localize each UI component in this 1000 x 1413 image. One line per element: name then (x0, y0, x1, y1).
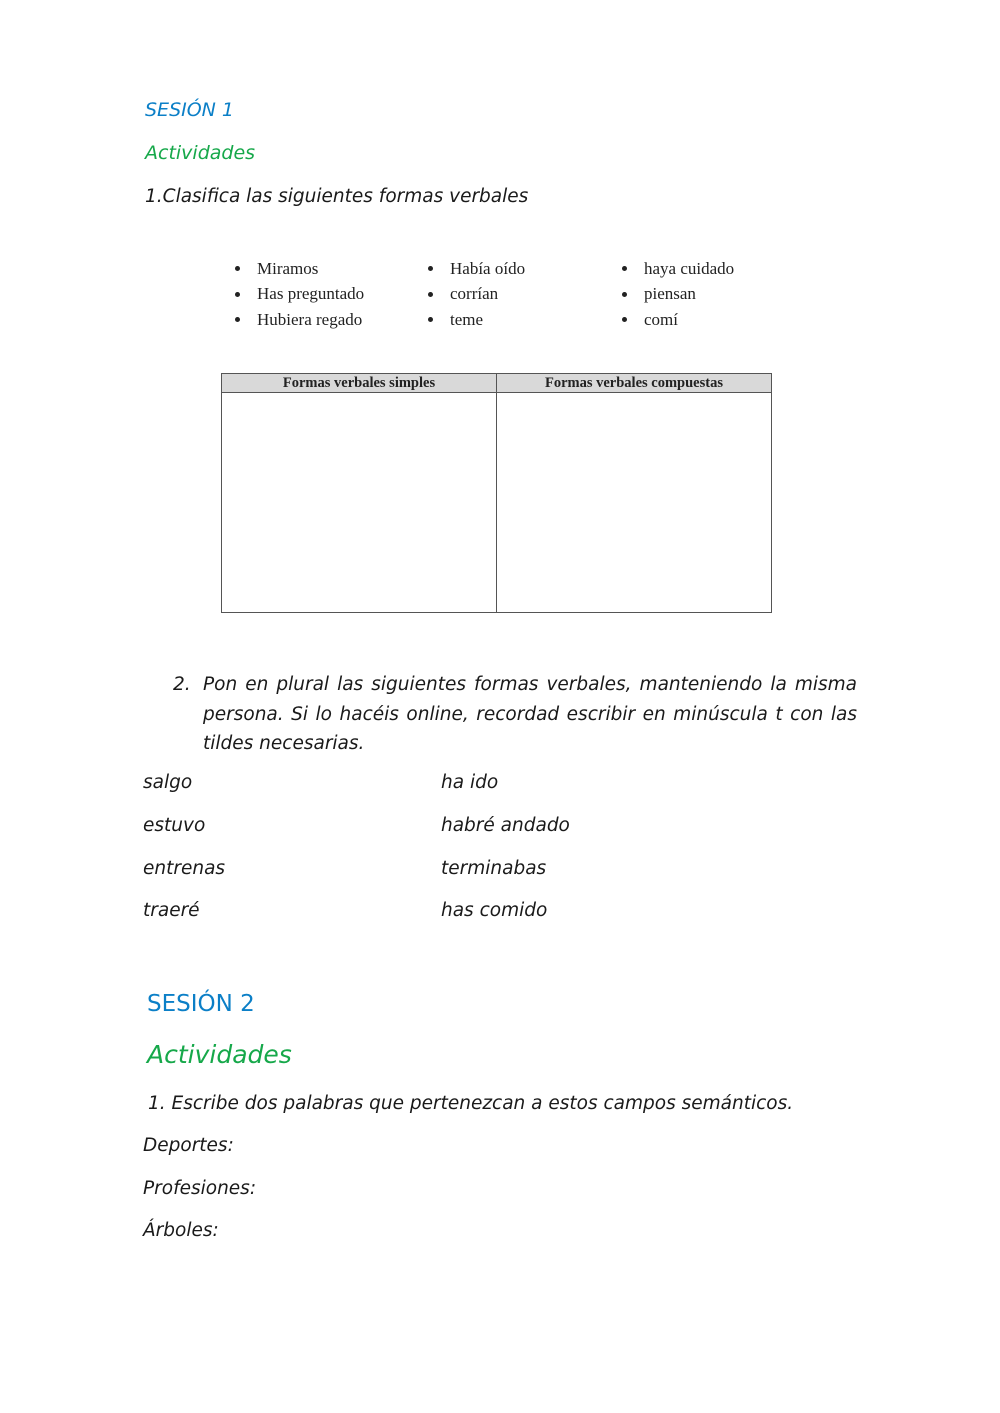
bullet-icon (235, 292, 240, 297)
field-profesiones: Profesiones: (143, 1178, 257, 1199)
word-column-2 (428, 256, 525, 333)
bullet-icon (428, 266, 433, 271)
word-has-comido: has comido (441, 900, 548, 921)
word-column-1 (235, 256, 364, 333)
field-arboles: Árboles: (143, 1220, 219, 1241)
word-item: Había oído (428, 256, 525, 282)
word-salgo: salgo (143, 772, 193, 793)
word-item: haya cuidado (622, 256, 734, 282)
word-item: comí (622, 307, 734, 333)
exercise2-prompt: Pon en plural las siguientes formas verbales, manteniendo la misma persona. Si lo hacéis online, recordad escribir en minúscula t con las tildes necesarias. (203, 674, 857, 754)
field-deportes: Deportes: (143, 1135, 234, 1156)
word-ha-ido: ha ido (441, 772, 499, 793)
bullet-icon (235, 317, 240, 322)
bullet-icon (235, 266, 240, 271)
table-header-compound: Formas verbales compuestas (497, 374, 772, 393)
bullet-icon (622, 292, 627, 297)
session1-title: SESIÓN 1 (145, 99, 235, 121)
exercise1-prompt: 1.Clasifica las siguientes formas verbales (145, 186, 529, 207)
bullet-icon (428, 317, 433, 322)
word-entrenas: entrenas (143, 858, 226, 879)
session1-subtitle: Actividades (145, 142, 256, 164)
answer-cell-simple[interactable] (222, 393, 497, 613)
word-item: teme (428, 307, 525, 333)
word-item: piensan (622, 282, 734, 308)
bullet-icon (622, 266, 627, 271)
word-column-3 (622, 256, 734, 333)
word-item: Miramos (235, 256, 364, 282)
classification-table (221, 373, 772, 613)
bullet-icon (622, 317, 627, 322)
table-header-simple: Formas verbales simples (222, 374, 497, 393)
word-estuvo: estuvo (143, 815, 206, 836)
word-item: corrían (428, 282, 525, 308)
word-terminabas: terminabas (441, 858, 547, 879)
exercise2-number: 2. (173, 674, 191, 695)
session2-exercise1-prompt: 1. Escribe dos palabras que pertenezcan a estos campos semánticos. (148, 1093, 794, 1114)
bullet-icon (428, 292, 433, 297)
session2-title: SESIÓN 2 (147, 991, 255, 1017)
session2-subtitle: Actividades (147, 1040, 292, 1069)
word-item: Has preguntado (235, 282, 364, 308)
word-traere: traeré (143, 900, 200, 921)
word-item: Hubiera regado (235, 307, 364, 333)
word-habre-andado: habré andado (441, 815, 570, 836)
answer-cell-compound[interactable] (497, 393, 772, 613)
